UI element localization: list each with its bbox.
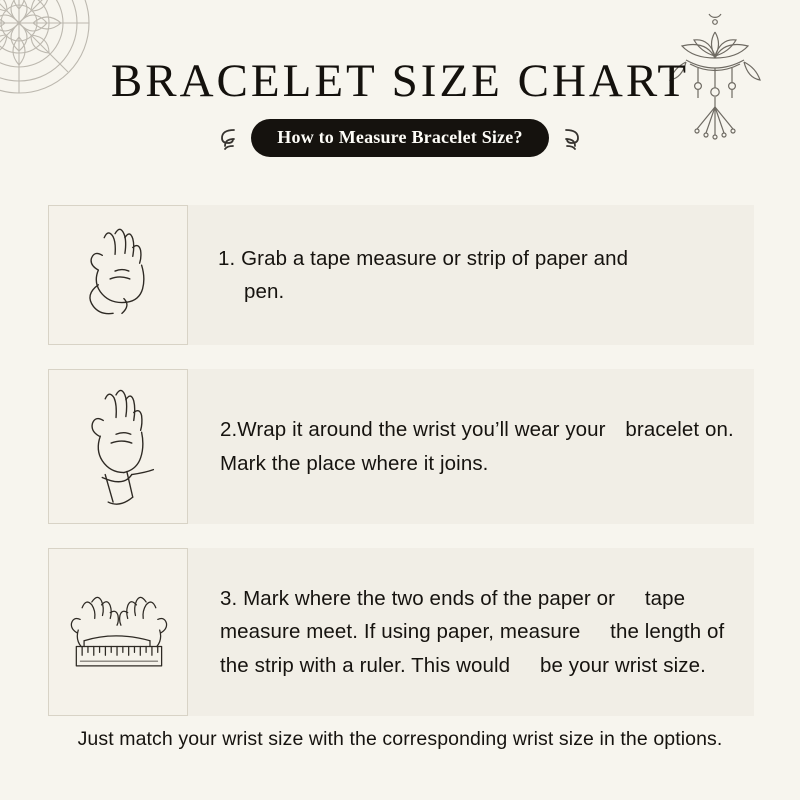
page-header — [0, 55, 800, 157]
hands-measuring-with-ruler-icon — [55, 569, 181, 695]
step-3-line-2: tape measure meet. If using paper, measure — [220, 587, 686, 644]
subtitle-row — [0, 119, 800, 157]
list-item — [48, 548, 754, 716]
step-1-line-2: pen. — [244, 280, 285, 303]
hand-holding-tape-icon — [59, 216, 177, 334]
step-1-figure — [48, 205, 188, 345]
footer-note: Just match your wrist size with the corresponding wrist size in the options. — [77, 728, 723, 750]
swirl-flourish-right-icon — [561, 125, 587, 151]
step-1-line-1: 1. Grab a tape measure or strip of paper and — [218, 246, 629, 270]
step-1-text — [188, 205, 754, 345]
step-2-line-2: bracelet on. Mark the place where it joins. — [220, 418, 734, 475]
steps-list — [48, 205, 754, 740]
step-3-line-3: the length of the strip with a ruler. This would — [220, 620, 725, 677]
step-2-text — [188, 369, 754, 524]
step-3-line-4: be your wrist size. — [539, 653, 706, 677]
step-3-figure — [48, 548, 188, 716]
step-2-line-1: 2.Wrap it around the wrist you’ll wear your — [220, 418, 606, 442]
swirl-flourish-left-icon — [213, 125, 239, 151]
list-item — [48, 369, 754, 524]
page-title: BRACELET SIZE CHART — [110, 55, 690, 107]
step-3-text — [188, 548, 754, 716]
step-2-figure — [48, 369, 188, 524]
list-item — [48, 205, 754, 345]
step-3-line-1: 3. Mark where the two ends of the paper or — [220, 587, 616, 611]
hand-wrapped-wrist-icon — [59, 383, 177, 511]
subtitle-pill: How to Measure Bracelet Size? — [251, 119, 548, 157]
